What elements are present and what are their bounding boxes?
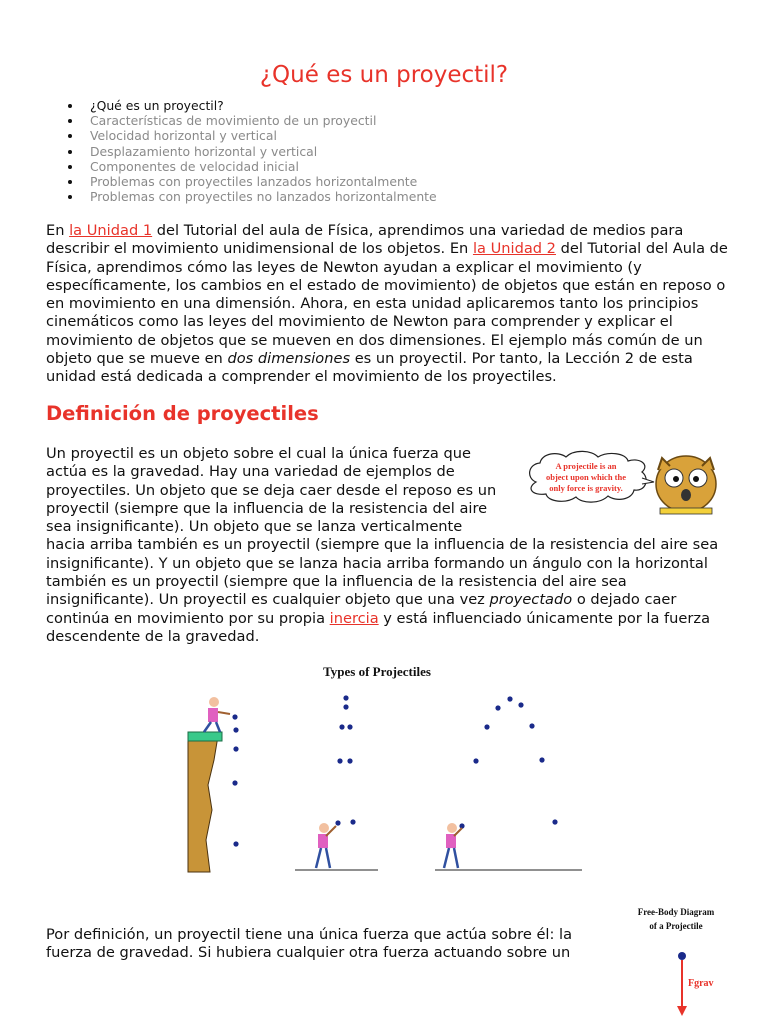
- toc-item[interactable]: Desplazamiento horizontal y vertical: [68, 144, 437, 159]
- toc-item[interactable]: Problemas con proyectiles lanzados horizontalmente: [68, 174, 437, 189]
- person-icon: [444, 823, 462, 868]
- types-of-projectiles-diagram: [180, 660, 590, 878]
- toc-item[interactable]: Velocidad horizontal y vertical: [68, 128, 437, 143]
- intro-paragraph: [46, 222, 736, 387]
- bubble-line: only force is gravity.: [549, 483, 623, 493]
- free-body-diagram: [628, 904, 738, 1020]
- person-icon: [204, 697, 230, 732]
- text: es un proyectil. Por tanto, la Lección 2 de esta unidad está dedicada a comprender el movimiento de los proyectiles.: [46, 350, 693, 386]
- emphasis: proyectado: [489, 591, 573, 609]
- bubble-line: A projectile is an: [555, 461, 617, 471]
- toc-item[interactable]: Componentes de velocidad inicial: [68, 159, 437, 174]
- table-of-contents: [68, 98, 437, 204]
- closing-paragraph: Por definición, un proyectil tiene una única fuerza que actúa sobre él: la fuerza de gravedad. Si hubiera cualquier otra fuerza actuando sobre un: [46, 926, 573, 962]
- text: Un proyectil es un objeto sobre el cual la única fuerza que actúa es la gravedad. Hay una variedad de ejemplos de proyectiles. Un objeto que se deja caer desde el reposo es un proyectil (siempre que la influencia de la resistencia del aire sea insignificante). Un objeto que se lanza verticalmente hacia arriba también es un proyectil (siempre que la influencia de la resistencia del aire sea insignificante). Y un objeto que se lanza hacia arriba formando un ángulo con la horizontal también es un proyectil (siempre que la influencia de la resistencia del aire sea insignificante). Un proyectil es cualquier objeto que una vez: [46, 445, 719, 609]
- text: del Tutorial del aula de Física, aprendimos una variedad de medios para describir el movimiento unidimensional de los objetos. En: [46, 222, 684, 258]
- page-title: ¿Qué es un proyectil?: [259, 62, 509, 88]
- section-heading: Definición de proyectiles: [46, 402, 319, 425]
- fbd-title-line: Free-Body Diagram: [637, 907, 715, 917]
- link-unit-2[interactable]: la Unidad 2: [472, 240, 556, 258]
- projectile-bubble-illustration: [522, 448, 722, 518]
- link-unit-1[interactable]: la Unidad 1: [69, 222, 153, 239]
- toc-item[interactable]: ¿Qué es un proyectil?: [68, 98, 437, 113]
- link-inertia[interactable]: inercia: [329, 609, 379, 627]
- cliff-icon: [188, 732, 222, 872]
- angled-ball-path: [459, 696, 557, 828]
- gravity-arrow-head: [677, 1006, 687, 1016]
- text: y está influenciado únicamente por la fuerza descendente de la gravedad.: [46, 609, 711, 645]
- dropped-ball-path: [232, 714, 238, 846]
- projectile-dot: [678, 952, 686, 960]
- bubble-line: object upon which the: [545, 472, 627, 482]
- text: del Tutorial del Aula de Física, aprendimos cómo las leyes de Newton ayudan a explicar el movimiento (y específicamente, los cambios en el estado de movimiento) de objetos que están en reposo o en movimiento en una dimensión. Ahora, en esta unidad aplicaremos tanto los principios cinemáticos como las leyes del movimiento de Newton para comprender y explicar el movimiento de objetos que se mueven en dos dimensiones. El ejemplo más común de un objeto que se mueve en: [46, 240, 728, 368]
- text: En: [46, 222, 70, 239]
- diagram-title: Types of Projectiles: [323, 664, 431, 679]
- vertical-ball-path: [335, 695, 355, 825]
- fbd-title-line: of a Projectile: [649, 921, 703, 931]
- text: o dejado caer continúa en movimiento por su propia: [46, 591, 677, 627]
- toc-item[interactable]: Problemas con proyectiles no lanzados horizontalmente: [68, 189, 437, 204]
- toc-item[interactable]: Características de movimiento de un proyectil: [68, 113, 437, 128]
- force-label: Fgrav: [688, 978, 714, 989]
- owl-icon: [656, 456, 716, 514]
- person-icon: [316, 823, 336, 868]
- emphasis: dos dimensiones: [227, 350, 351, 368]
